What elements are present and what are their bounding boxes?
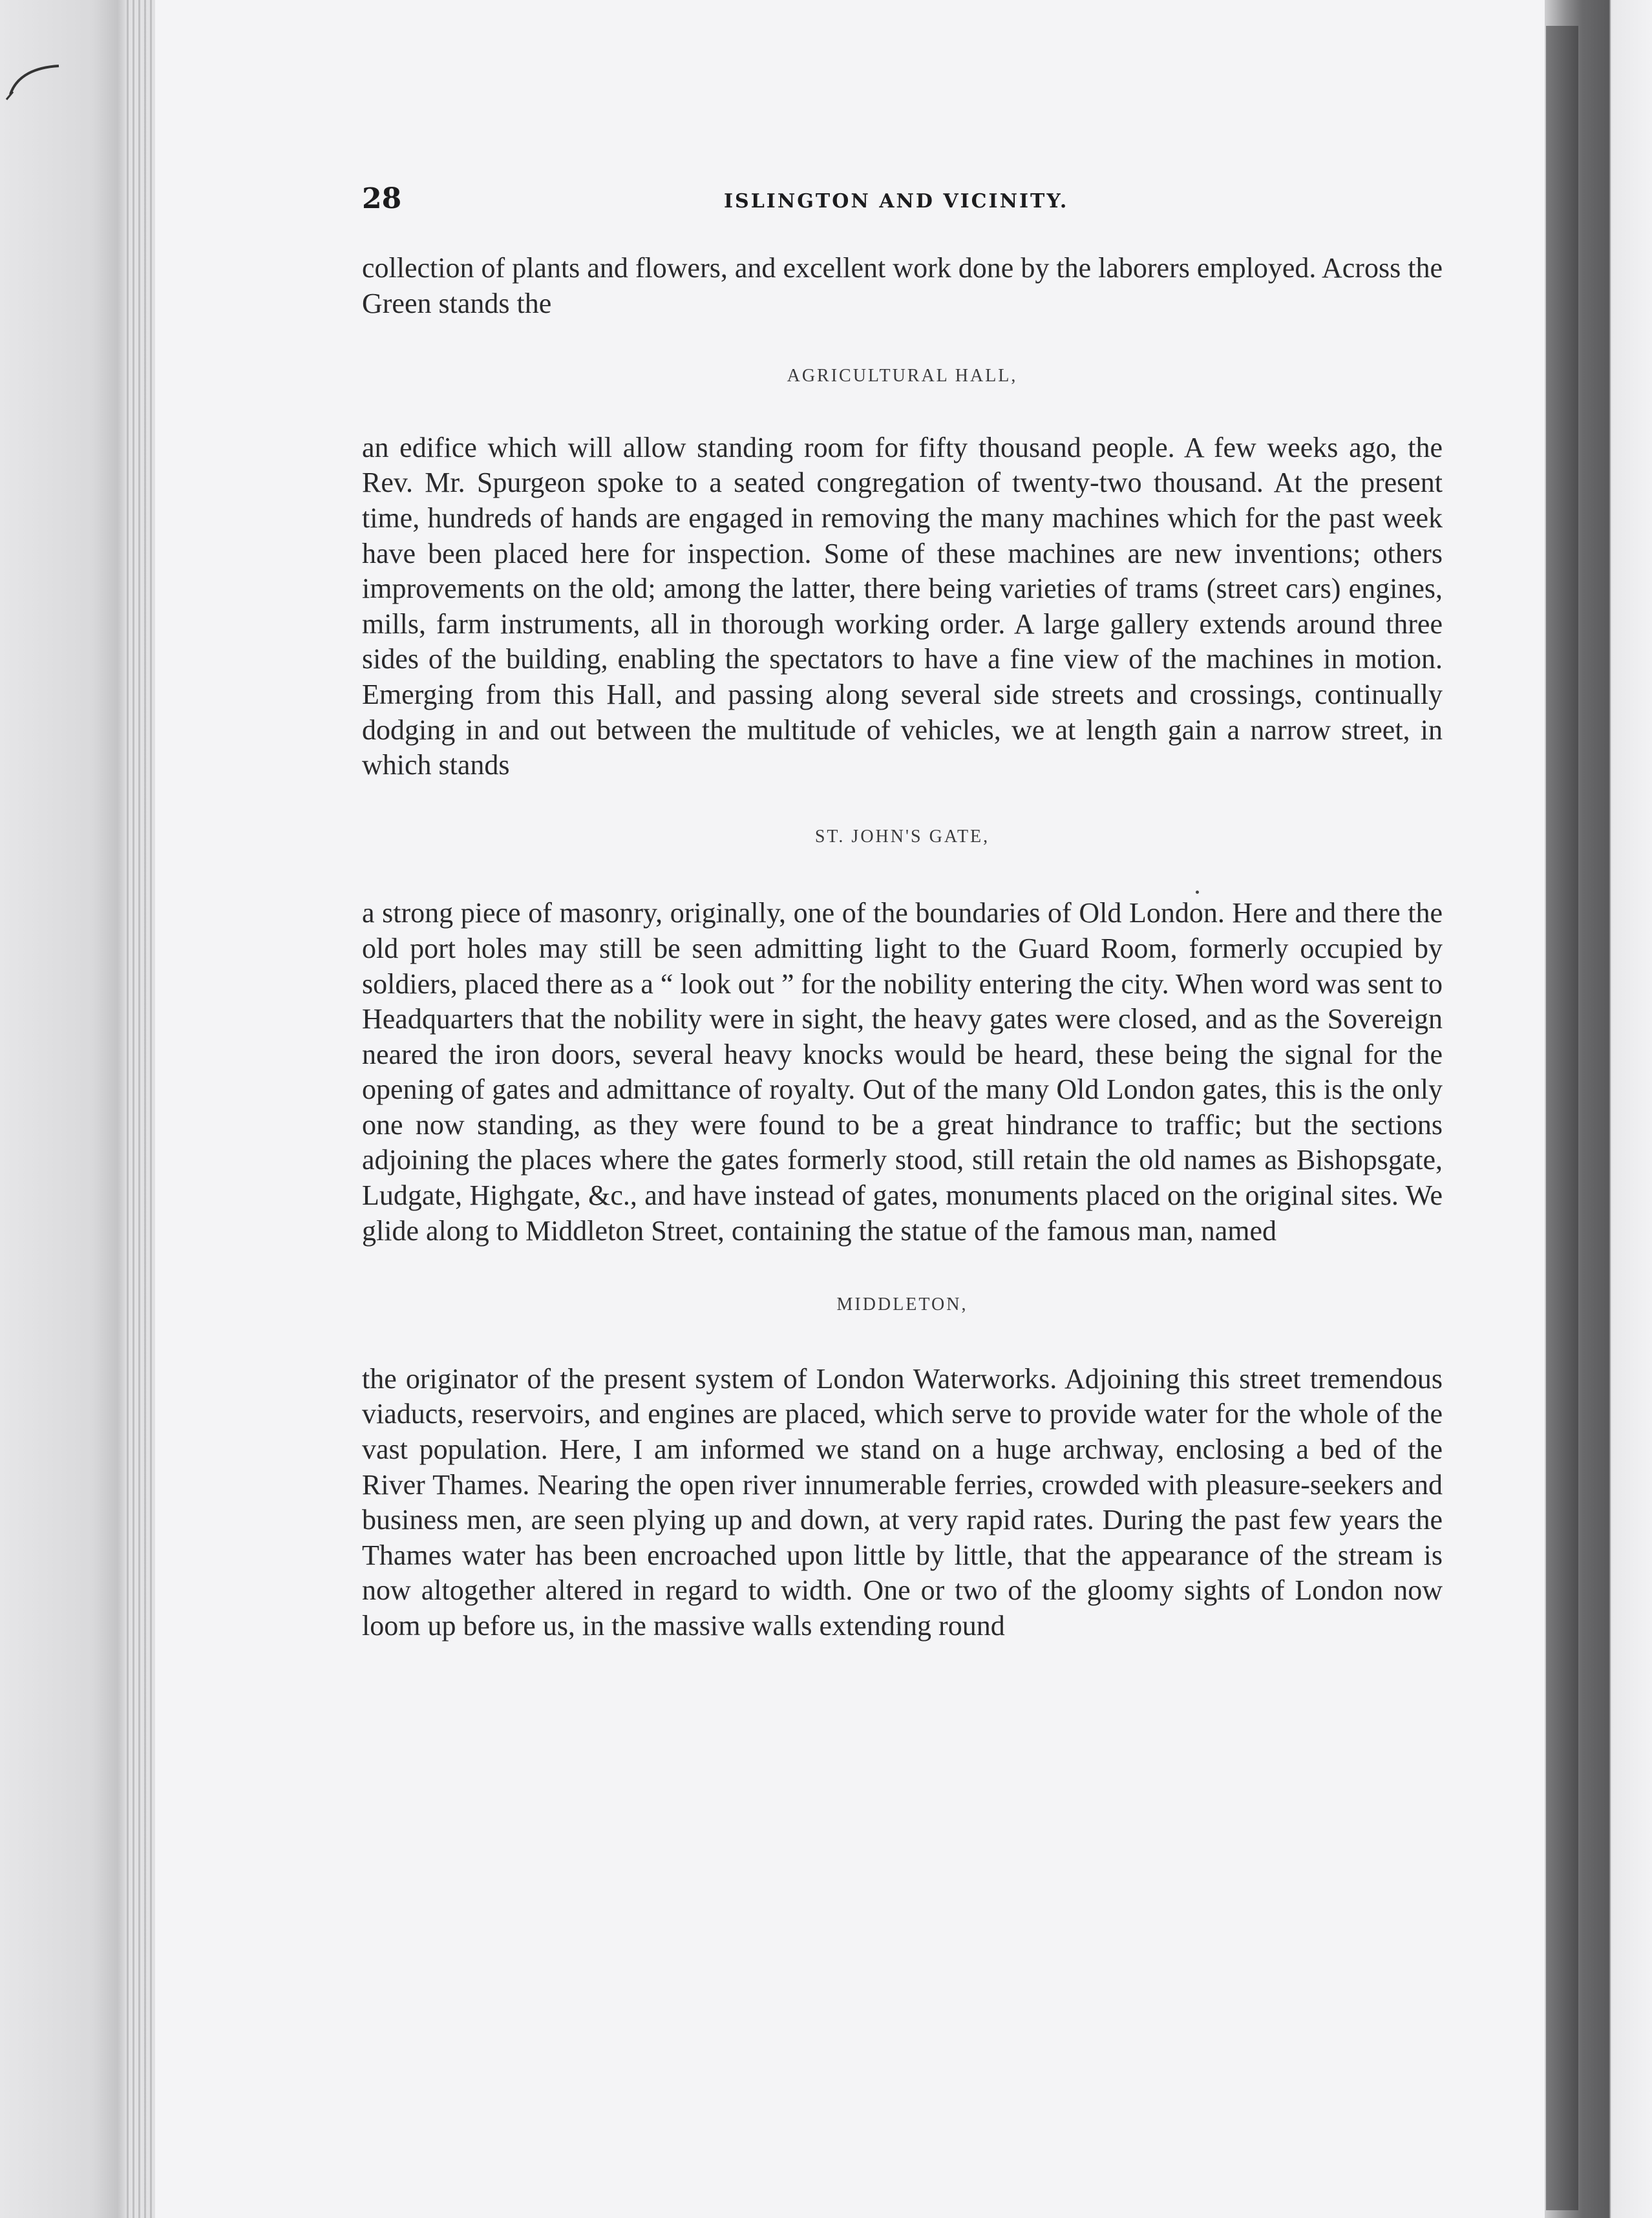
book-binding-right [1546, 26, 1578, 2210]
paragraph-2: an edifice which will allow standing room for fifty thousand people. A few weeks ago, the Rev. Mr. Spurgeon spoke to a seated congregation of twenty-two thousand. At the present time, hundreds of hands are engaged in removing the many machines which for the past week have been placed here for inspection. Some of these machines are new inventions; others improvements on the old; among the latter, there being varieties of trams (street cars) engines, mills, farm instruments, all in thorough working order. A large gallery extends around three sides of the building, enabling the spectators to have a fine view of the machines in motion. Emerging from this Hall, and passing along several side streets and crossings, continually dodging in and out between the multitude of vehicles, we at length gain a narrow street, in which stands [362, 431, 1443, 781]
running-title: ISLINGTON AND VICINITY. [724, 190, 1069, 213]
text-column [362, 251, 1443, 1644]
running-head [362, 182, 1448, 227]
page-number: 28 [362, 182, 402, 215]
pencil-mark-icon [4, 62, 62, 101]
page-edges-left [127, 0, 155, 2218]
section-heading-st-johns-gate: ST. JOHN'S GATE, [814, 826, 990, 847]
paragraph-4: the originator of the present system of London Waterworks. Adjoining this street tremendous viaducts, reservoirs, and engines are placed, which serve to provide water for the whole of the vast population. Here, I am informed we stand on a huge archway, enclosing a bed of the River Thames. Nearing the open river innumerable ferries, crowded with pleasure-seekers and business men, are seen plying up and down, at very rapid rates. During the past few years the Thames water has been encroached upon little by little, that the appearance of the stream is now altogether altered in regard to width. One or two of the gloomy sights of London now loom up before us, in the massive walls extending round [362, 1362, 1443, 1642]
section-heading-middleton: MIDDLETON, [836, 1294, 968, 1315]
paragraph-1: collection of plants and flowers, and excellent work done by the laborers employed. Across the Green stands the [362, 252, 1443, 319]
paragraph-3: a strong piece of masonry, originally, one of the boundaries of Old London. Here and there the old port holes may still be seen admitting light to the Guard Room, formerly occupied by soldiers, placed there as a “ look out ” for the nobility entering the city. When word was sent to Headquarters that the nobility were in sight, the heavy gates were closed, and as the Sovereign neared the iron doors, several heavy knocks would be heard, these being the signal for the opening of gates and admittance of royalty. Out of the many Old London gates, this is the only one now standing, as they were found to be a great hindrance to traffic; but the sections adjoining the places where the gates formerly stood, still retain the old names as Bishopsgate, Ludgate, Highgate, &c., and have instead of gates, monuments placed on the original sites. We glide along to Middleton Street, containing the statue of the famous man, named [362, 897, 1443, 1247]
section-heading-agricultural-hall: AGRICULTURAL HALL, [787, 366, 1018, 386]
